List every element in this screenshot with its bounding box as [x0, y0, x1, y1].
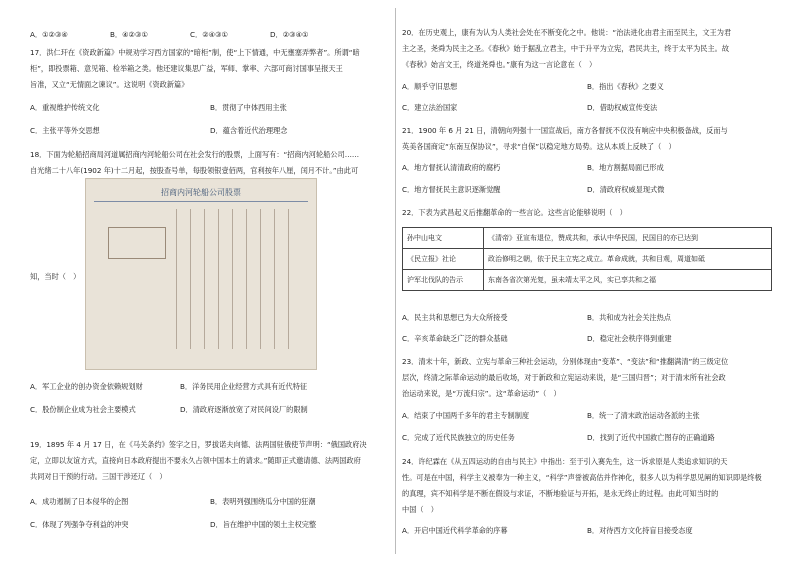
table-cell-source: 孙中山电文 [403, 228, 484, 249]
certificate-stamp [108, 227, 166, 259]
certificate-text-column [274, 209, 275, 349]
q17-stem-line: 17．洪仁玕在《资政新篇》中规劝学习西方国家的“暗柜”制，使“上下情通，中无壅塞弄弊者”。所谓“暗 [30, 48, 360, 57]
right-column-lower [402, 0, 772, 562]
certificate-text-column [260, 209, 261, 349]
q22-option-d: D．稳定社会秩序得到重建 [587, 334, 672, 343]
q20-stem-line: 主之圣，尧舜为民主之圣。《春秋》始于据乱立君主，中于升平为立宪，君民共主，终于太平为民主。故 [402, 44, 730, 53]
q17-option-a: A．重视维护传统文化 [30, 103, 100, 112]
q22-stem-line: 22．下表为武昌起义后推翻革命的一些言论。这些言论能够说明（ ） [402, 208, 627, 217]
q19-option-a: A．成功遏制了日本侵华的企图 [30, 497, 129, 506]
q22-option-c: C．辛亥革命缺乏广泛的群众基础 [402, 334, 508, 343]
q20-option-d: D．借助权威宣传变法 [587, 103, 658, 112]
q19-option-b: B．表明列强围绕瓜分中国的狂潮 [210, 497, 316, 506]
table-cell-source: 《民立报》社论 [403, 249, 484, 270]
q24-stem-line: 的真理，宾不知科学是不断在假设与求证，不断地验证与开拓，是永无终止的过程。由此可知当时的 [402, 489, 719, 498]
q19-option-c: C．体现了列强争夺利益的冲突 [30, 520, 129, 529]
q17-option-c: C．主张平等外交思想 [30, 126, 100, 135]
q21-option-b: B．地方割据局面已形成 [587, 163, 664, 172]
table-cell-quote: 《清帝》亚宣布退位，赞成共和，承认中华民国，民国目的亦已达到 [484, 228, 772, 249]
q24-option-a: A．开启中国近代科学革命的序幕 [402, 526, 508, 535]
q17-stem-line: 柜”，即投票箱、意见箱、检举箱之类。他还建议集思广益，军师、掌率、六部可商讨国事呈报天王 [30, 64, 343, 73]
certificate-text-column [204, 209, 205, 349]
q19-stem-line: 19．1895 年 4 月 17 日，在《马关条约》签字之日，罗拔诺夫向德、法两国驻俄使节声明：“俄国政府决 [30, 440, 367, 449]
q21-option-d: D．清政府权威显现式微 [587, 185, 665, 194]
q23-option-a: A．结束了中国两千多年的君主专制制度 [402, 411, 530, 420]
q23-option-c: C．完成了近代民族独立的历史任务 [402, 433, 515, 442]
q18-option-c: C．股份制企业成为社会主要模式 [30, 405, 136, 414]
q23-stem-line: 治运动来说，是“万流归宗”。这“革命运动”（ ） [402, 389, 561, 398]
q22-option-b: B．共和成为社会关注热点 [587, 313, 671, 322]
table-cell-quote: 政治修明之朝，依于民主立宪之成立。革命成就，共和目观，周道如砥 [484, 249, 772, 270]
q16-option-c: C．②④③① [190, 30, 228, 39]
q18-option-b: B．洋务民用企业经营方式具有近代特征 [180, 382, 308, 391]
certificate-text-column [176, 209, 177, 349]
certificate-text-column [190, 209, 191, 349]
q23-stem-line: 层次，终清之际革命运动的最后收场，对于新政和立宪运动来说，是“三国归晋”；对于清末所有社会政 [402, 373, 726, 382]
q23-stem-line: 23．清末十年，新政、立宪与革命三种社会运动，分别体现由“变革”、“变法”和“推翻满清”的三级定位 [402, 357, 729, 366]
certificate-text-column [218, 209, 219, 349]
q23-option-d: D．找到了近代中国救亡图存的正确道路 [587, 433, 715, 442]
q17-option-b: B．贯彻了中体西用主张 [210, 103, 287, 112]
q24-option-b: B．对待西方文化持盲目接受态度 [587, 526, 693, 535]
q17-option-d: D．蕴含着近代治理理念 [210, 126, 288, 135]
q17-stem-line: 旨准，又立“无情面之谏议”。这说明《资政新篇》 [30, 80, 189, 89]
q19-stem-line: 定，立即以友谊方式，直接向日本政府提出不要永久占领中国本土的请求。”随即正式邀请德、法两国政府 [30, 456, 361, 465]
q18-option-a: A．军工企业的创办资金依赖规划财 [30, 382, 143, 391]
column-divider [395, 8, 396, 554]
q20-stem-line: 《春秋》始言文王，终道尧舜也。”康有为这一言论意在（ ） [402, 60, 597, 69]
q22-option-a: A．民主共和思想已为大众所接受 [402, 313, 508, 322]
q21-stem-line: 21．1900 年 6 月 21 日，清朝向列强十一国宣战后，南方各督抚不仅没有响应中央积极备战，反而与 [402, 126, 728, 135]
q16-option-d: D．②③④① [270, 30, 309, 39]
certificate-text-column [288, 209, 289, 349]
q16-option-b: B．④②③① [110, 30, 148, 39]
q23-option-b: B．统一了清末政治运动各派的主张 [587, 411, 700, 420]
q24-stem-line: 性。可是在中国，科学主义被奉为一种主义，“科学”声誉被高估并作神化，很多人以为科学思见阐的知识即是终极 [402, 473, 762, 482]
q24-stem-line: 24．许纪霖在《从五四运动的自由与民主》中指出：至于引入赛先生，这一诉求原是人类追求知识的天 [402, 457, 728, 466]
certificate-text-column [246, 209, 247, 349]
table-cell-source: 沪军北伐队的告示 [403, 270, 484, 291]
q18-stem-line: 18．下面为轮船招商局河道属招商内河轮船公司在社会发行的股票，上面写有：“招商内河轮船公司…… [30, 150, 360, 159]
q20-option-c: C．建立法治国家 [402, 103, 458, 112]
q18-stem-line: 自光绪二十八年(1902 年)十二月起，按股查号单，每股领银壹佰两，官利按年八厘，闰月不计。”由此可 [30, 166, 359, 175]
q21-option-a: A．地方督抚认清清政府的腐朽 [402, 163, 501, 172]
q20-option-a: A．顺乎守旧思想 [402, 82, 458, 91]
q21-stem-line: 英美各国商定“东南互保协议”，寻求“自保”以稳定地方局势。这从本质上反映了（ ） [402, 142, 676, 151]
q24-stem-line: 中国（ ） [402, 505, 438, 514]
q19-stem-line: 共同对日干预的行动。三国干涉还辽（ ） [30, 472, 167, 481]
q18-stem-tail: 知，当时（ ） [30, 272, 81, 281]
q20-stem-line: 20．在历史观上，康有为认为人类社会处在不断变化之中。他说：“治法进化由君主而至民主，文王为君 [402, 28, 732, 37]
q18-option-d: D．清政府逐渐放宽了对民间设厂的限制 [180, 405, 308, 414]
q19-option-d: D．旨在维护中国的领土主权完整 [210, 520, 317, 529]
q16-option-a: A．①②③④ [30, 30, 68, 39]
table-cell-quote: 东南各省次第光复，虽未靖太平之风，实已享共和之福 [484, 270, 772, 291]
left-column [30, 0, 388, 562]
q21-option-c: C．地方督抚民主意识逐渐觉醒 [402, 185, 501, 194]
certificate-text-column [232, 209, 233, 349]
stock-certificate-image [85, 178, 317, 370]
q20-option-b: B．指出《春秋》之要义 [587, 82, 664, 91]
certificate-title: 招商内河轮船公司股票 [94, 187, 308, 202]
